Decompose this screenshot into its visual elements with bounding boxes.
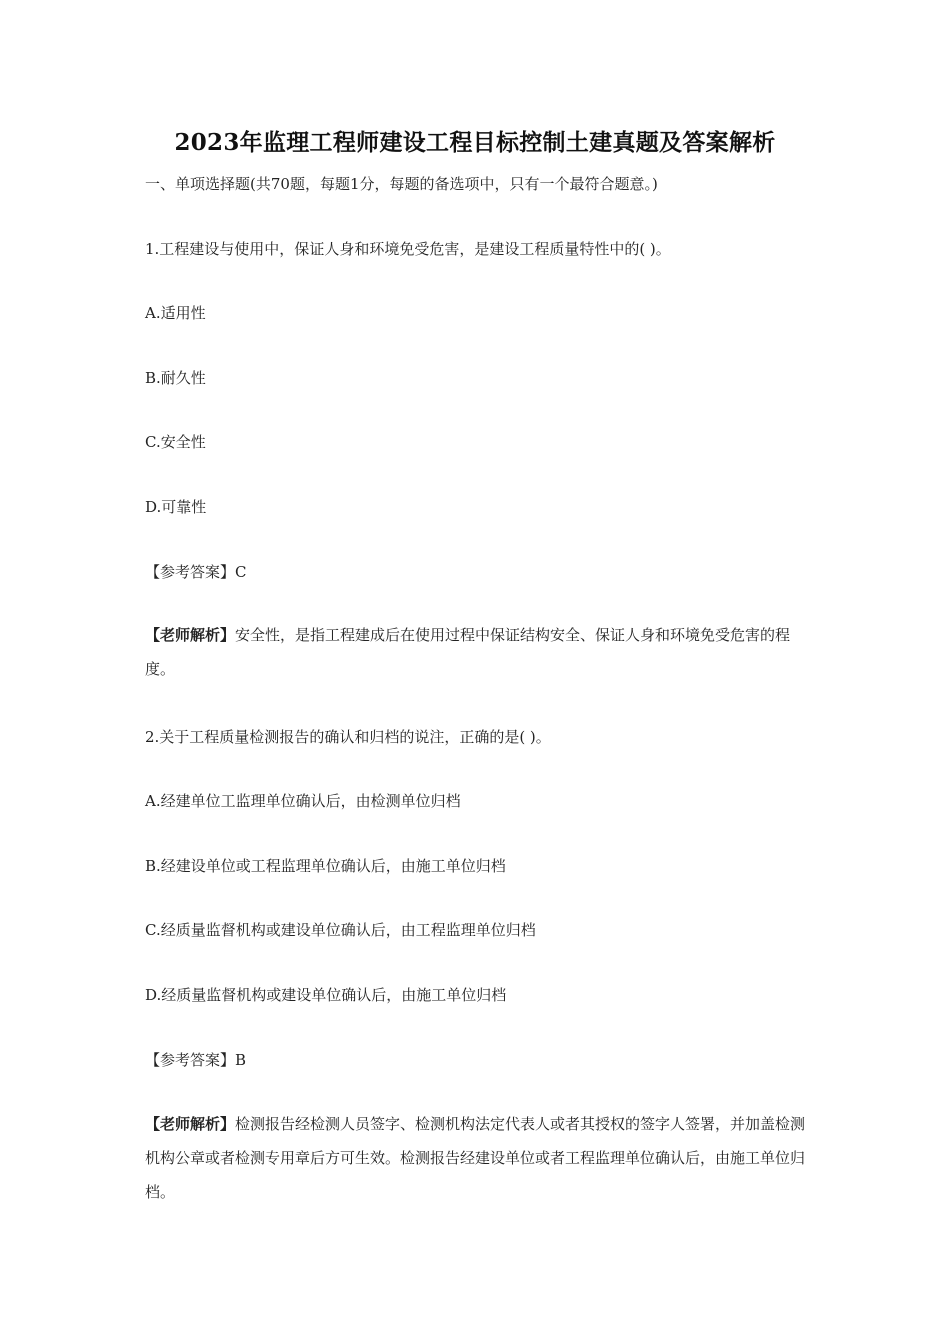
question-2-option-d: D.经质量监督机构或建设单位确认后，由施工单位归档	[145, 986, 507, 1004]
question-1-option-b: B.耐久性	[145, 369, 206, 387]
question-1-option-c: C.安全性	[145, 433, 206, 451]
question-2-stem: 2.关于工程质量检测报告的确认和归档的说注，正确的是( )。	[145, 728, 551, 746]
question-1-answer: 【参考答案】C	[145, 563, 247, 581]
question-1-option-a: A.适用性	[145, 304, 206, 322]
question-1-option-d: D.可靠性	[145, 498, 207, 516]
section-heading: 一、单项选择题(共70题，每题1分，每题的备选项中，只有一个最符合题意。)	[145, 175, 658, 193]
question-1-stem: 1.工程建设与使用中，保证人身和环境免受危害，是建设工程质量特性中的( )。	[145, 240, 671, 258]
question-2-analysis	[145, 1107, 810, 1209]
question-1-analysis-label: 【老师解析】	[145, 626, 236, 644]
question-2-option-c: C.经质量监督机构或建设单位确认后，由工程监理单位归档	[145, 921, 536, 939]
question-2-analysis-label: 【老师解析】	[145, 1115, 236, 1133]
question-2-option-b: B.经建设单位或工程监理单位确认后，由施工单位归档	[145, 857, 506, 875]
question-1-analysis	[145, 618, 810, 686]
question-1-analysis-text: 安全性，是指工程建成后在使用过程中保证结构安全、保证人身和环境免受危害的程度。	[145, 626, 791, 678]
question-2-option-a: A.经建单位工监理单位确认后，由检测单位归档	[145, 792, 461, 810]
question-2-answer: 【参考答案】B	[145, 1051, 247, 1069]
document-title: 2023年监理工程师建设工程目标控制土建真题及答案解析	[174, 129, 776, 156]
question-2-analysis-text: 检测报告经检测人员签字、检测机构法定代表人或者其授权的签字人签署，并加盖检测机构公章或者检测专用章后方可生效。检测报告经建设单位或者工程监理单位确认后，由施工单位归档。	[145, 1115, 806, 1201]
